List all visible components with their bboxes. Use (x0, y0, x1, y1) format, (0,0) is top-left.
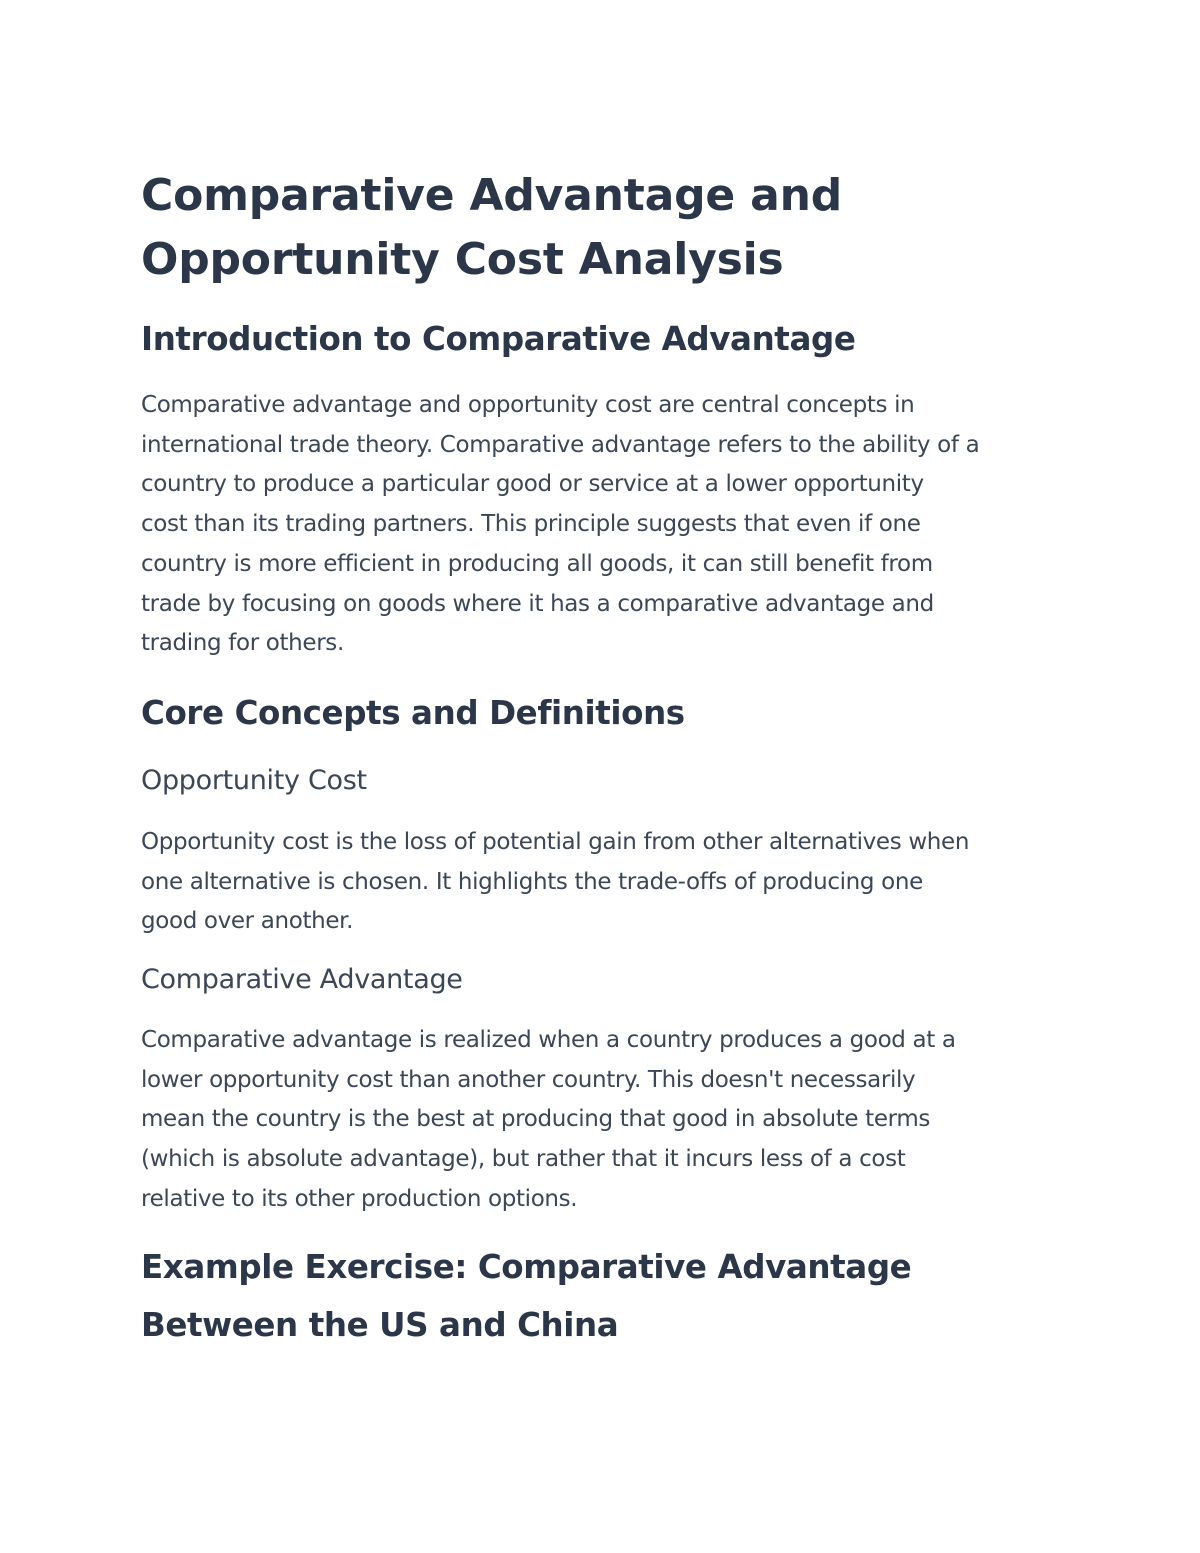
paragraph-line: one alternative is chosen. It highlights the trade-offs of producing one (141, 868, 923, 895)
paragraph-line: good over another. (141, 908, 354, 935)
comparative-advantage-paragraph (141, 1021, 1071, 1220)
paragraph-line: country to produce a particular good or service at a lower opportunity (141, 471, 924, 498)
paragraph-line: country is more efficient in producing all goods, it can still benefit from (141, 550, 933, 577)
paragraph-line: cost than its trading partners. This principle suggests that even if one (141, 511, 921, 538)
paragraph-line: international trade theory. Comparative advantage refers to the ability of a (141, 431, 980, 458)
page-title (141, 164, 1071, 292)
paragraph-line: lower opportunity cost than another country. This doesn't necessarily (141, 1066, 916, 1093)
paragraph-line: Comparative advantage is realized when a country produces a good at a (141, 1027, 956, 1053)
paragraph-line: Opportunity cost is the loss of potential gain from other alternatives when (141, 829, 970, 855)
paragraph-line: (which is absolute advantage), but rather that it incurs less of a cost (141, 1146, 906, 1173)
subsection-heading-opportunity-cost: Opportunity Cost (141, 765, 367, 796)
subsection-heading-comparative-advantage: Comparative Advantage (141, 964, 463, 995)
paragraph-line: relative to its other production options. (141, 1185, 578, 1212)
paragraph-line: mean the country is the best at producing that good in absolute terms (141, 1106, 931, 1133)
introduction-paragraph (141, 386, 1071, 664)
page-title-line-1: Comparative Advantage and (141, 170, 843, 221)
opportunity-cost-paragraph (141, 823, 1071, 942)
section-heading-line-2: Between the US and China (141, 1306, 619, 1344)
section-heading-introduction: Introduction to Comparative Advantage (141, 320, 856, 358)
paragraph-line: Comparative advantage and opportunity cost are central concepts in (141, 392, 915, 418)
section-heading-line-1: Example Exercise: Comparative Advantage (141, 1248, 912, 1286)
section-heading-example-exercise (141, 1238, 1071, 1354)
paragraph-line: trade by focusing on goods where it has a comparative advantage and (141, 590, 934, 617)
paragraph-line: trading for others. (141, 630, 344, 657)
section-heading-core-concepts: Core Concepts and Definitions (141, 694, 685, 732)
page-title-line-2: Opportunity Cost Analysis (141, 234, 784, 285)
